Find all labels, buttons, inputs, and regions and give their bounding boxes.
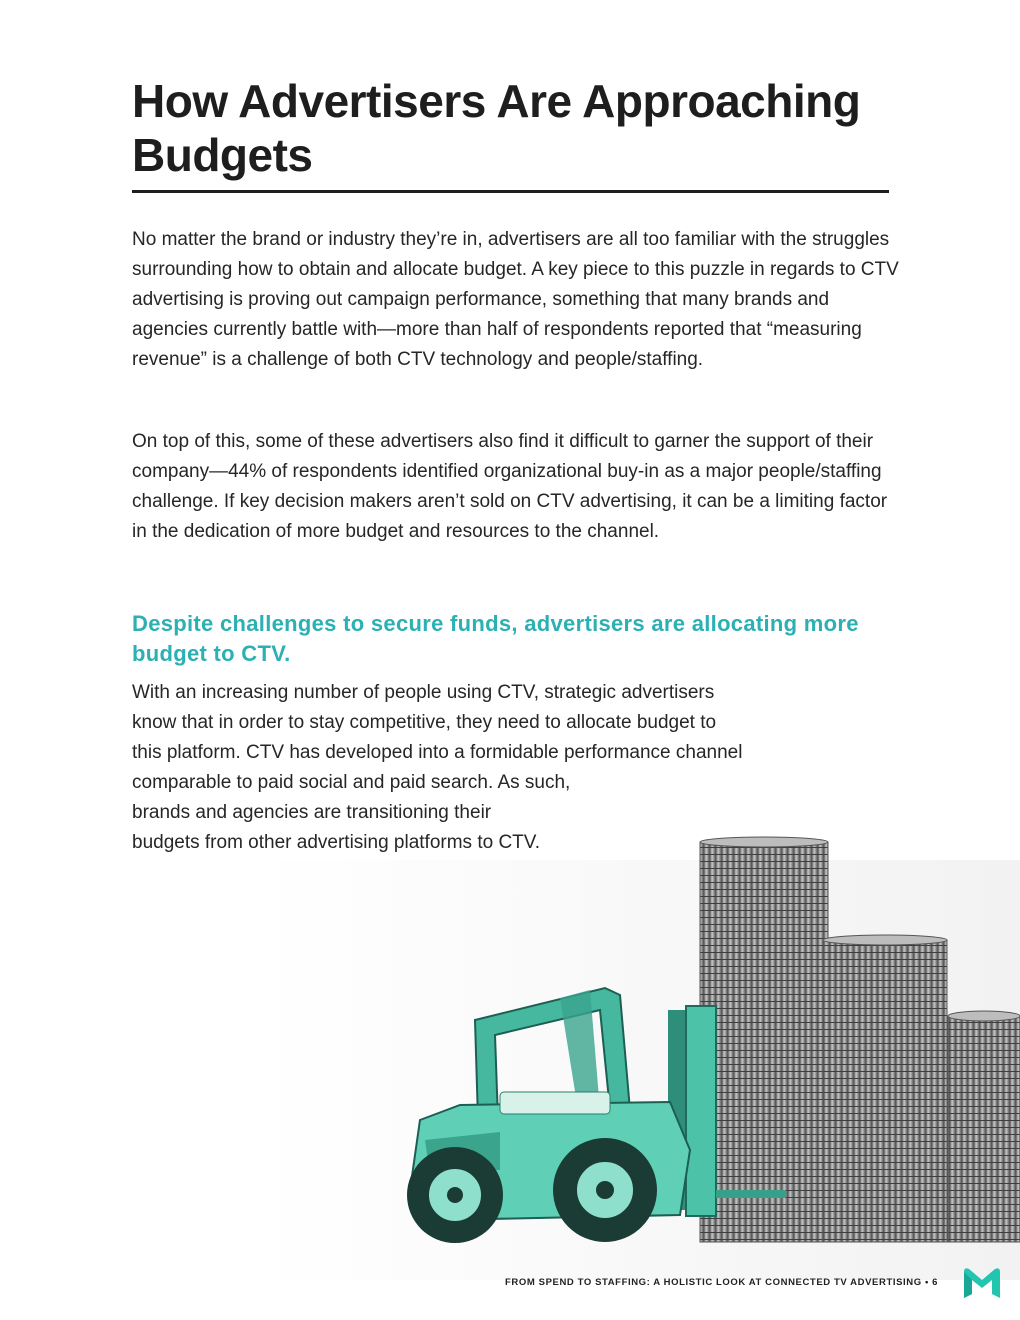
- paragraph-3-line: this platform. CTV has developed into a formidable performance channel: [132, 742, 743, 763]
- title-divider: [132, 190, 889, 193]
- paragraph-3-line: comparable to paid social and paid search. As such,: [132, 772, 571, 793]
- coin-stack-short: [948, 1011, 1020, 1242]
- body-paragraph-2: On top of this, some of these advertisers also find it difficult to garner the support of their company—44% of respondents identified organizational buy-in as a major people/staffing challenge. If key decision makers aren’t sold on CTV advertising, it can be a limiting factor in the dedication of more budget and resources to the channel.: [132, 431, 888, 542]
- front-wheel: [553, 1138, 657, 1242]
- section-subheading: Despite challenges to secure funds, advertisers are allocating more budget to CTV.: [132, 611, 859, 666]
- coin-stack-medium: [823, 935, 947, 1242]
- page-title: How Advertisers Are Approaching Budgets: [132, 75, 861, 181]
- body-paragraph-1: No matter the brand or industry they’re in, advertisers are all too familiar with the struggles surrounding how to obtain and allocate budget. A key piece to this puzzle in regards to CTV advertising is proving out campaign performance, something that many brands and agencies currently battle with—more than half of respondents reported that “measuring revenue” is a challenge of both CTV technology and people/staffing.: [132, 229, 899, 370]
- page-footer: FROM SPEND TO STAFFING: A HOLISTIC LOOK AT CONNECTED TV ADVERTISING • 6: [505, 1277, 938, 1288]
- paragraph-3-line: budgets from other advertising platforms to CTV.: [132, 832, 540, 853]
- paragraph-3-line: With an increasing number of people using CTV, strategic advertisers: [132, 682, 715, 703]
- brand-m-logo-icon: [962, 1266, 1002, 1300]
- paragraph-3-line: know that in order to stay competitive, they need to allocate budget to: [132, 712, 717, 733]
- rear-wheel: [407, 1147, 503, 1243]
- coin-stack-tall: [700, 837, 828, 1242]
- forklift-coins-illustration: [260, 820, 1020, 1280]
- paragraph-3-line: brands and agencies are transitioning their: [132, 802, 492, 823]
